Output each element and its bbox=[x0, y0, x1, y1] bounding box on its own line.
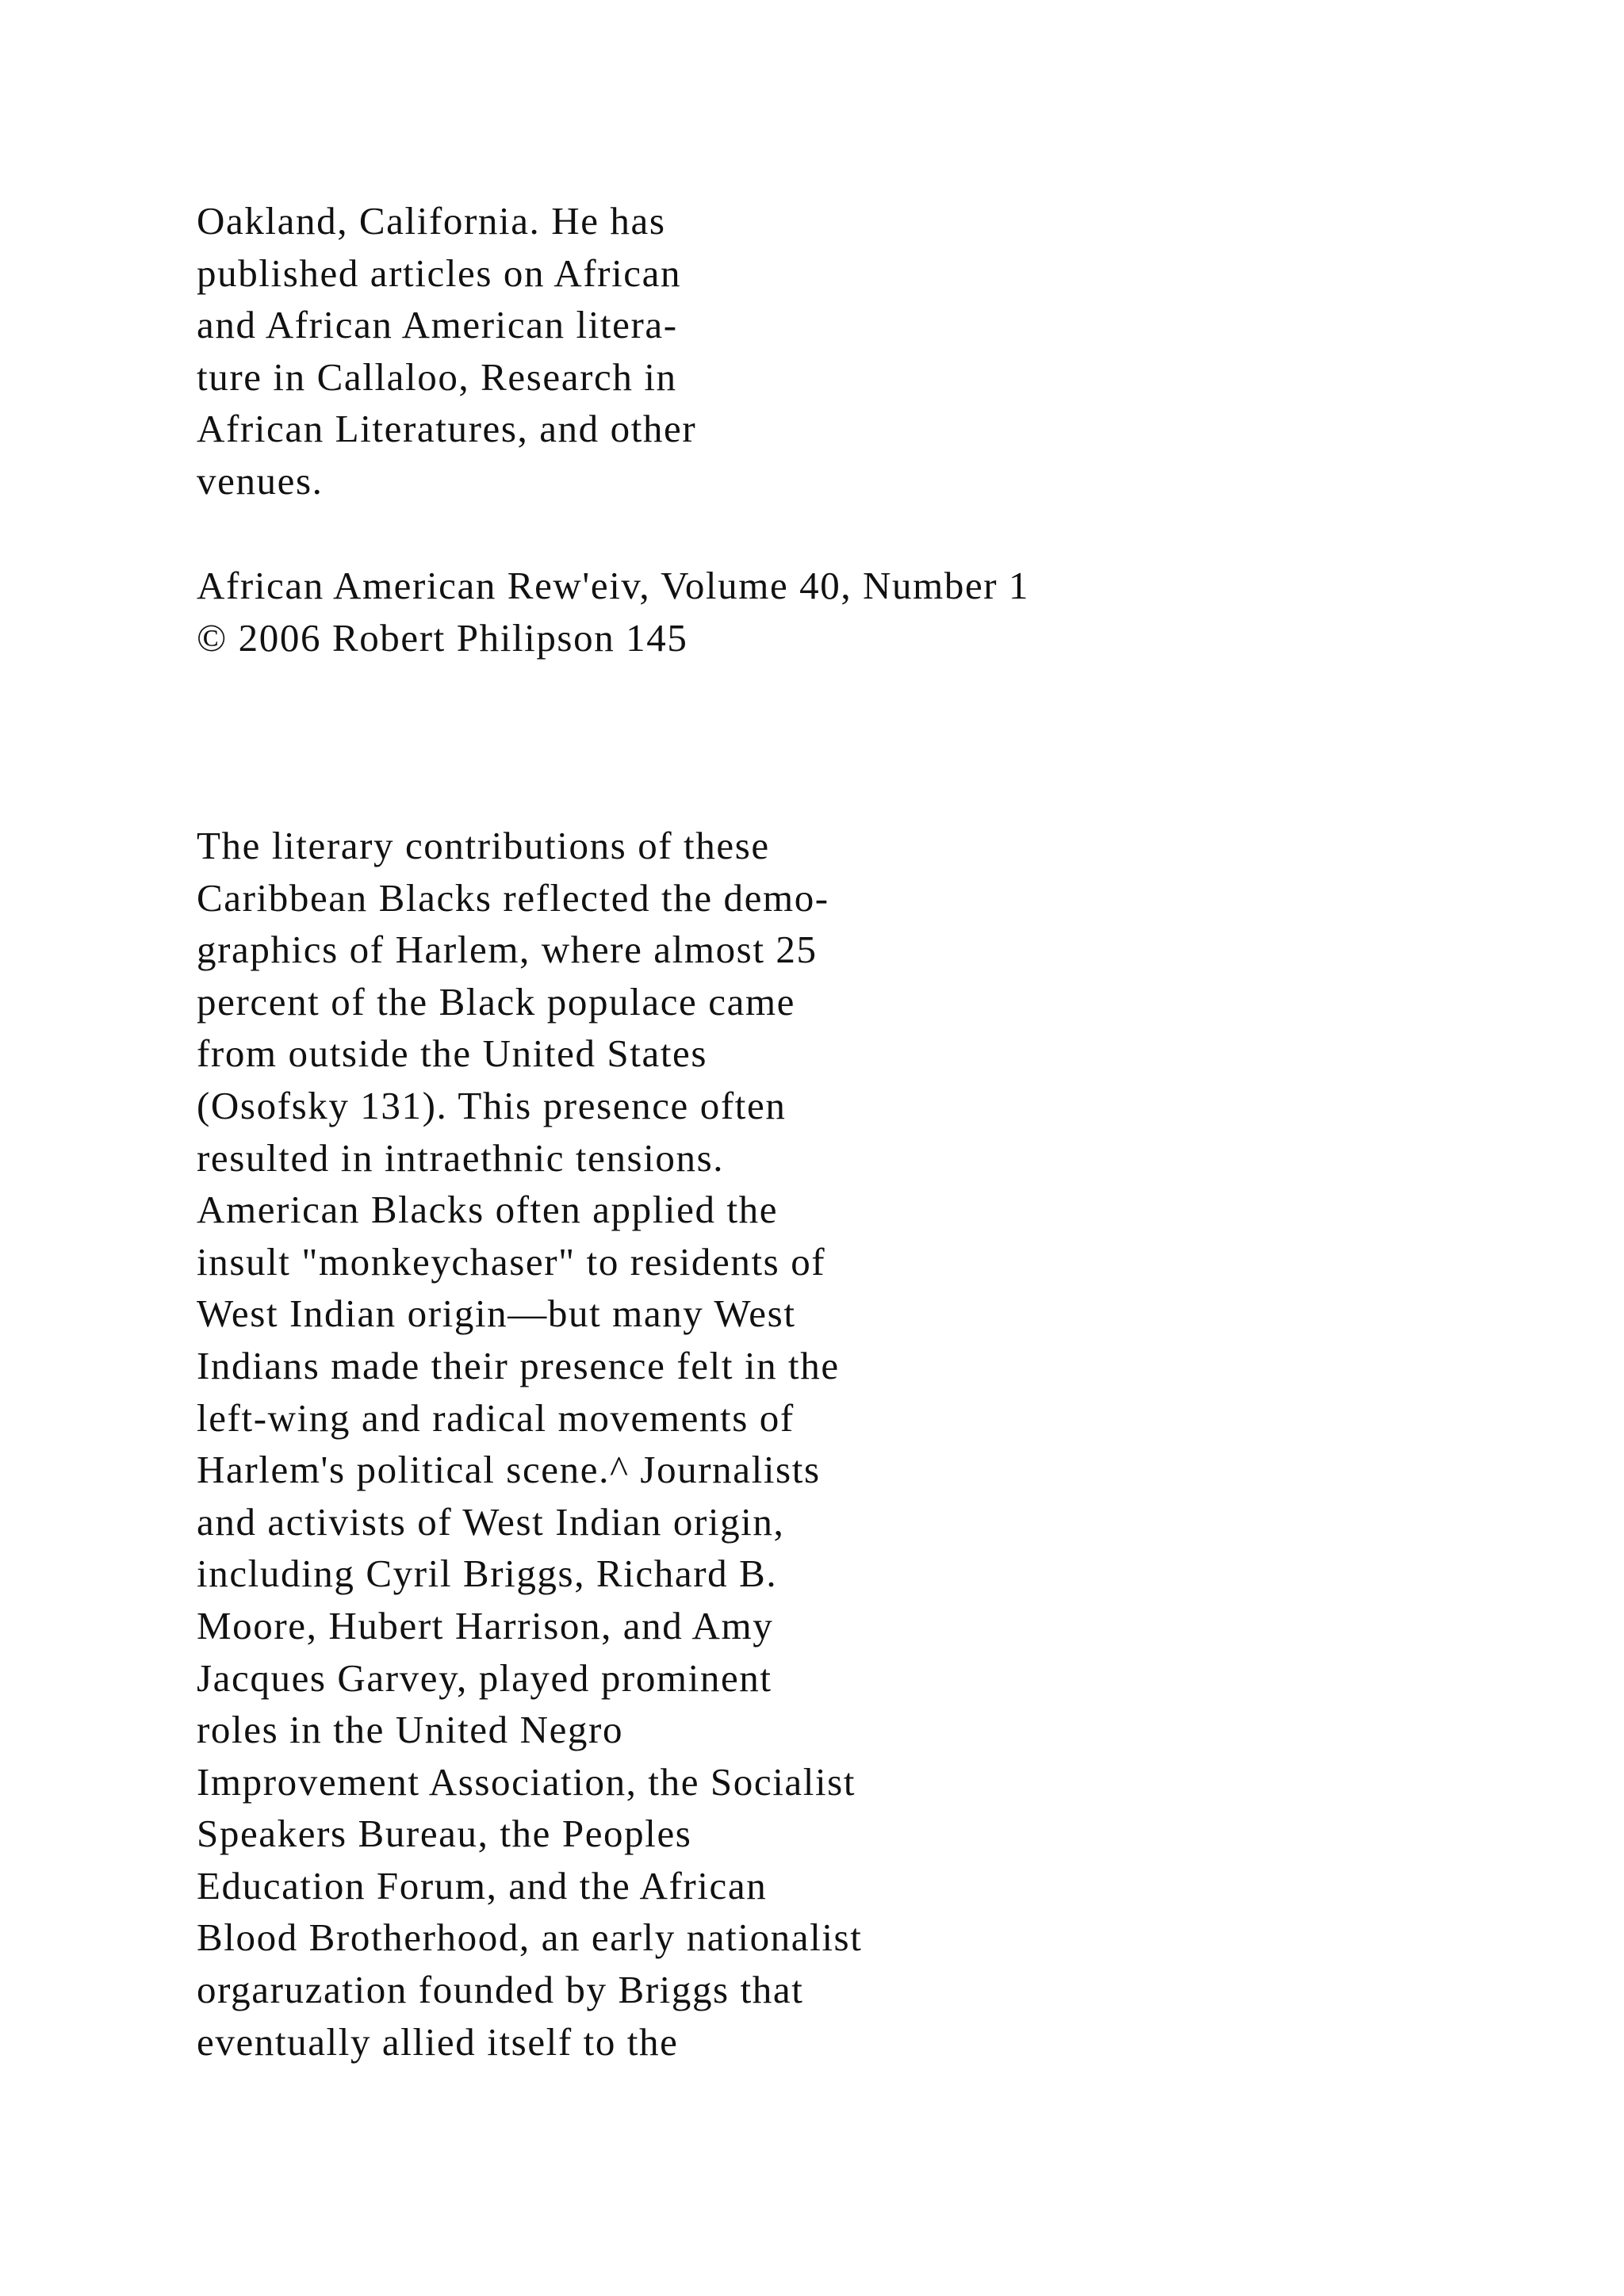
body-line: Education Forum, and the African bbox=[197, 1863, 768, 1908]
body-line: resulted in intraethnic tensions. bbox=[197, 1135, 725, 1180]
body-line: graphics of Harlem, where almost 25 bbox=[197, 928, 818, 972]
body-line: Moore, Hubert Harrison, and Amy bbox=[197, 1603, 774, 1647]
body-line: American Blacks often applied the bbox=[197, 1188, 779, 1232]
body-line: Jacques Garvey, played prominent bbox=[197, 1655, 772, 1700]
body-line: Indians made their presence felt in the bbox=[197, 1343, 840, 1387]
body-line: and activists of West Indian origin, bbox=[197, 1499, 785, 1544]
citation-line: © 2006 Robert Philipson 145 bbox=[197, 615, 688, 660]
bio-line: African Literatures, and other bbox=[197, 407, 697, 451]
body-line: Improvement Association, the Socialist bbox=[197, 1759, 856, 1804]
citation-line: African American Rew'eiv, Volume 40, Number 1 bbox=[197, 564, 1030, 607]
body-line: percent of the Black populace came bbox=[197, 979, 796, 1024]
body-line: West Indian origin—but many West bbox=[197, 1292, 796, 1336]
body-line: The literary contributions of these bbox=[197, 824, 770, 867]
bio-line: ture in Callaloo, Research in bbox=[197, 354, 677, 399]
body-line: including Cyril Briggs, Richard B. bbox=[197, 1552, 778, 1596]
author-bio-paragraph bbox=[197, 195, 696, 507]
body-paragraph bbox=[197, 820, 862, 2068]
body-line: orgaruzation founded by Briggs that bbox=[197, 1968, 804, 2012]
bio-line: Oakland, California. He has bbox=[197, 199, 666, 243]
body-line: from outside the United States bbox=[197, 1031, 708, 1076]
bio-line: published articles on African bbox=[197, 251, 682, 295]
body-line: insult "monkeychaser" to residents of bbox=[197, 1239, 826, 1284]
bio-line: venues. bbox=[197, 458, 324, 503]
body-line: Speakers Bureau, the Peoples bbox=[197, 1812, 692, 1856]
body-line: Caribbean Blacks reflected the demo- bbox=[197, 875, 829, 920]
body-line: roles in the United Negro bbox=[197, 1708, 624, 1752]
body-line: left-wing and radical movements of bbox=[197, 1395, 795, 1440]
journal-citation bbox=[197, 560, 1029, 664]
body-line: (Osofsky 131). This presence often bbox=[197, 1083, 787, 1127]
bio-line: and African American litera- bbox=[197, 303, 678, 347]
body-line: Blood Brotherhood, an early nationalist bbox=[197, 1915, 863, 1960]
body-line: eventually allied itself to the bbox=[197, 2019, 679, 2064]
body-line: Harlem's political scene.^ Journalists bbox=[197, 1448, 821, 1492]
